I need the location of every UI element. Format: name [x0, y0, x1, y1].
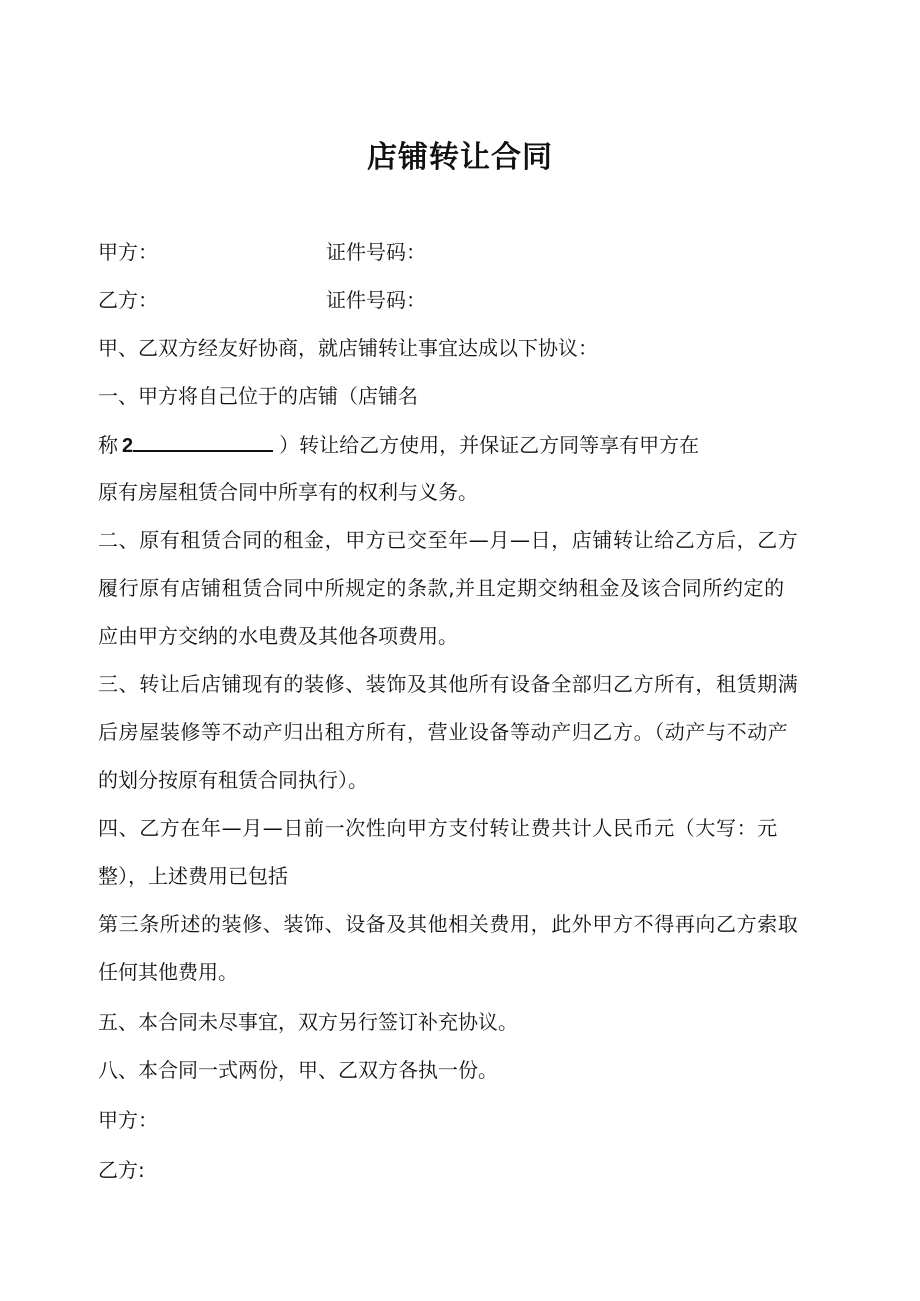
party-a-id-label: 证件号码：: [326, 240, 426, 264]
clause-1-name-suffix: ）转让给乙方使用，并保证乙方同等享有甲方在: [279, 433, 700, 457]
clause-3-line-3: 的划分按原有租赁合同执行）。: [98, 768, 368, 792]
clause-2-line-2: 履行原有店铺租赁合同中所规定的条款,并且定期交纳租金及该合同所约定的: [98, 576, 785, 600]
clause-3-line-1: 三、转让后店铺现有的装修、装饰及其他所有设备全部归乙方所有，租赁期满: [98, 672, 799, 696]
document-title: 店铺转让合同: [367, 140, 553, 175]
clause-4-line-3: 第三条所述的装修、装饰、设备及其他相关费用，此外甲方不得再向乙方索取: [98, 912, 799, 936]
clause-3-line-2: 后房屋装修等不动产归出租方所有，营业设备等动产归乙方。（动产与不动产: [98, 720, 789, 744]
shop-name-blank: [133, 430, 273, 452]
intro-text: 甲、乙双方经友好协商，就店铺转让事宜达成以下协议：: [98, 336, 598, 360]
clause-4-line-4: 任何其他费用。: [98, 960, 238, 984]
signature-party-a: 甲方：: [98, 1108, 158, 1132]
clause-4-line-1: 四、乙方在年—月—日前一次性向甲方支付转让费共计人民币元（大写：元: [98, 816, 778, 840]
clause-4-line-2: 整），上述费用已包括: [98, 864, 288, 888]
clause-2-line-1: 二、原有租赁合同的租金，甲方已交至年—月—日，店铺转让给乙方后，乙方: [98, 528, 799, 552]
clause-1-name-prefix: 称: [98, 433, 118, 457]
clause-2-line-3: 应由甲方交纳的水电费及其他各项费用。: [98, 624, 458, 648]
clause-1-line-3: 原有房屋租赁合同中所享有的权利与义务。: [98, 480, 478, 504]
party-a-label: 甲方：: [98, 240, 158, 264]
party-b-id-label: 证件号码：: [326, 288, 426, 312]
clause-1-line-2: [98, 430, 699, 460]
signature-party-b: 乙方:: [98, 1158, 145, 1182]
clause-6: 八、本合同一式两份，甲、乙双方各执一份。: [98, 1058, 498, 1082]
clause-5: 五、本合同未尽事宜，双方另行签订补充协议。: [98, 1010, 518, 1034]
party-b-label: 乙方：: [98, 288, 158, 312]
clause-1-line-1: 一、甲方将自己位于的店铺（店铺名: [98, 384, 418, 408]
clause-1-name-number: 2: [122, 435, 134, 457]
